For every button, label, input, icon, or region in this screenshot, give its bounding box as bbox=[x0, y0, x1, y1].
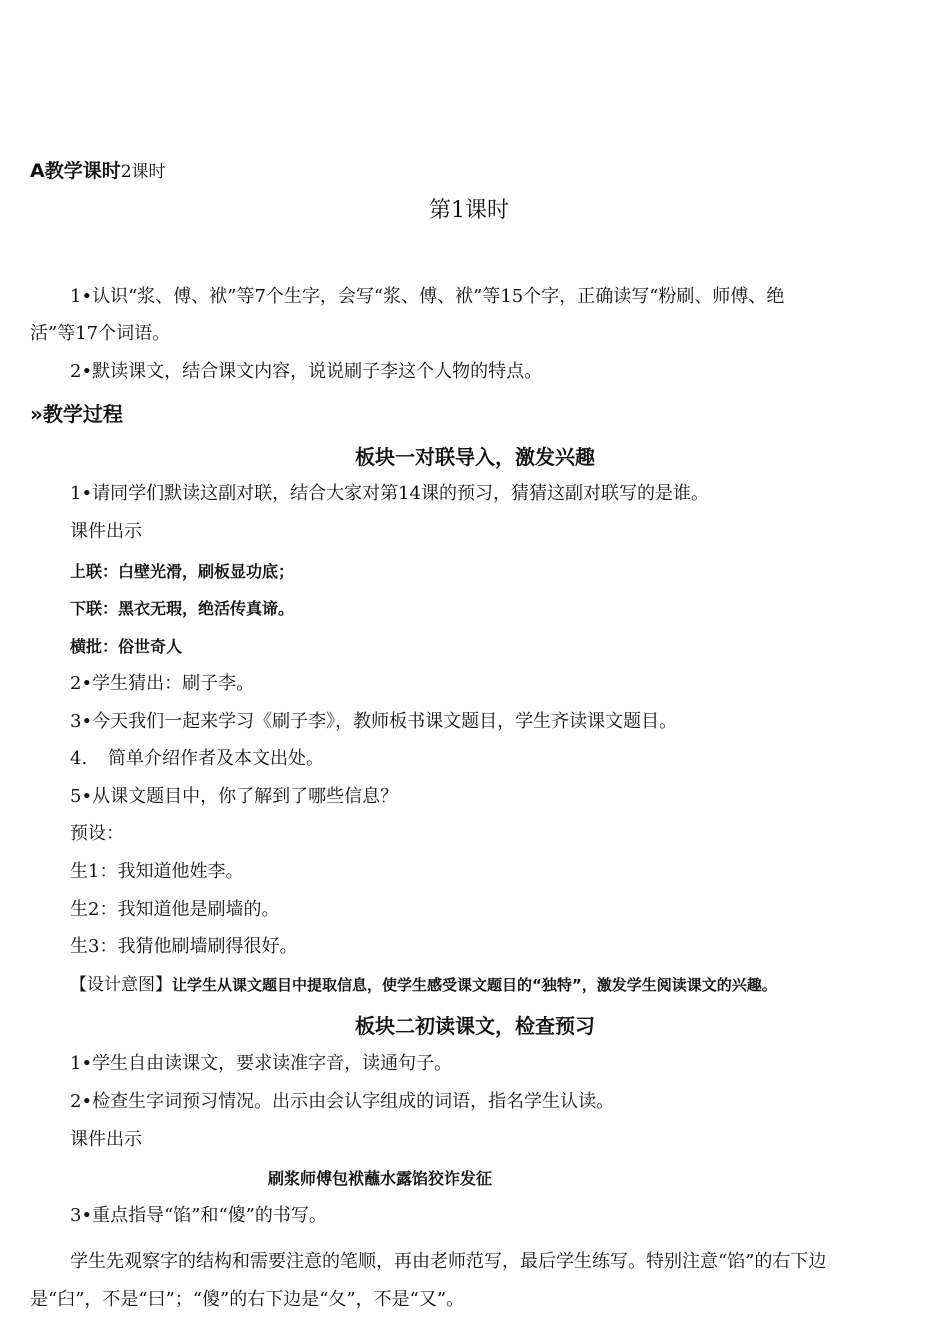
lesson-hours-title: A教学课时 bbox=[30, 160, 121, 182]
block-1-step-5: 5•从课文题目中，你了解到了哪些信息？ bbox=[70, 786, 399, 807]
student-answer-2: 生2：我知道他是刷墙的。 bbox=[70, 899, 280, 920]
block-1-step-3: 3•今天我们一起来学习《刷子李》，教师板书课文题目，学生齐读课文题目。 bbox=[70, 711, 678, 732]
student-answer-1: 生1：我知道他姓李。 bbox=[70, 861, 244, 882]
step-4-number: 4. bbox=[70, 748, 88, 769]
block-2-step-2: 2•检查生字词预习情况。出示由会认字组成的词语，指名学生认读。 bbox=[70, 1091, 615, 1112]
lesson-title: 第1课时 bbox=[429, 198, 509, 223]
writing-guide-line-1: 学生先观察字的结构和需要注意的笔顺，再由老师范写，最后学生练写。特别注意“馅”的右下边 bbox=[70, 1251, 827, 1272]
design-intent-label: 【设计意图】 bbox=[70, 975, 172, 995]
writing-guide-line-2: 是“臼”，不是“曰”；“傻”的右下边是“夂”，不是“又”。 bbox=[30, 1289, 465, 1310]
block-1-heading: 板块一对联导入，激发兴趣 bbox=[355, 445, 595, 469]
student-answer-3: 生3：我猜他刷墙刷得很好。 bbox=[70, 936, 298, 957]
block-2-courseware-label: 课件出示 bbox=[70, 1129, 142, 1150]
step-4-text: 简单介绍作者及本文出处。 bbox=[108, 748, 324, 769]
design-intent bbox=[70, 973, 777, 997]
block-2-heading: 板块二初读课文，检查预习 bbox=[355, 1014, 595, 1038]
block-1-courseware-label: 课件出示 bbox=[70, 521, 142, 542]
couplet-horizontal: 横批：俗世奇人 bbox=[70, 637, 183, 656]
design-intent-text: 让学生从课文题目中提取信息，使学生感受课文题目的“独特”，激发学生阅读课文的兴趣。 bbox=[172, 976, 777, 994]
couplet-lower: 下联：黑衣无瑕，绝活传真谛。 bbox=[70, 599, 295, 618]
block-1-step-4 bbox=[70, 747, 324, 771]
couplet-upper: 上联：白壁光滑，刷板显功底； bbox=[70, 562, 295, 581]
block-1-step-2: 2•学生猜出：刷子李。 bbox=[70, 673, 255, 694]
objective-1-line-1: 1•认识“浆、傅、袱”等7个生字，会写“浆、傅、袱”等15个字，正确读写“粉刷、师傅、绝 bbox=[70, 286, 785, 307]
objective-1-line-2: 活”等17个词语。 bbox=[30, 323, 171, 344]
vocabulary-words: 刷浆师傅包袱蘸水露馅狡诈发征 bbox=[268, 1169, 493, 1188]
preset-label: 预设： bbox=[70, 823, 124, 844]
lesson-hours-value: 2课时 bbox=[120, 162, 166, 182]
block-2-step-3: 3•重点指导“馅”和“傻”的书写。 bbox=[70, 1205, 327, 1226]
block-1-step-1: 1•请同学们默读这副对联，结合大家对第14课的预习，猜猜这副对联写的是谁。 bbox=[70, 483, 709, 504]
teaching-process-heading: »教学过程 bbox=[30, 402, 123, 426]
block-2-step-1: 1•学生自由读课文，要求读准字音，读通句子。 bbox=[70, 1053, 453, 1074]
objective-2: 2•默读课文，结合课文内容，说说刷子李这个人物的特点。 bbox=[70, 361, 543, 382]
lesson-hours-label bbox=[30, 159, 166, 184]
